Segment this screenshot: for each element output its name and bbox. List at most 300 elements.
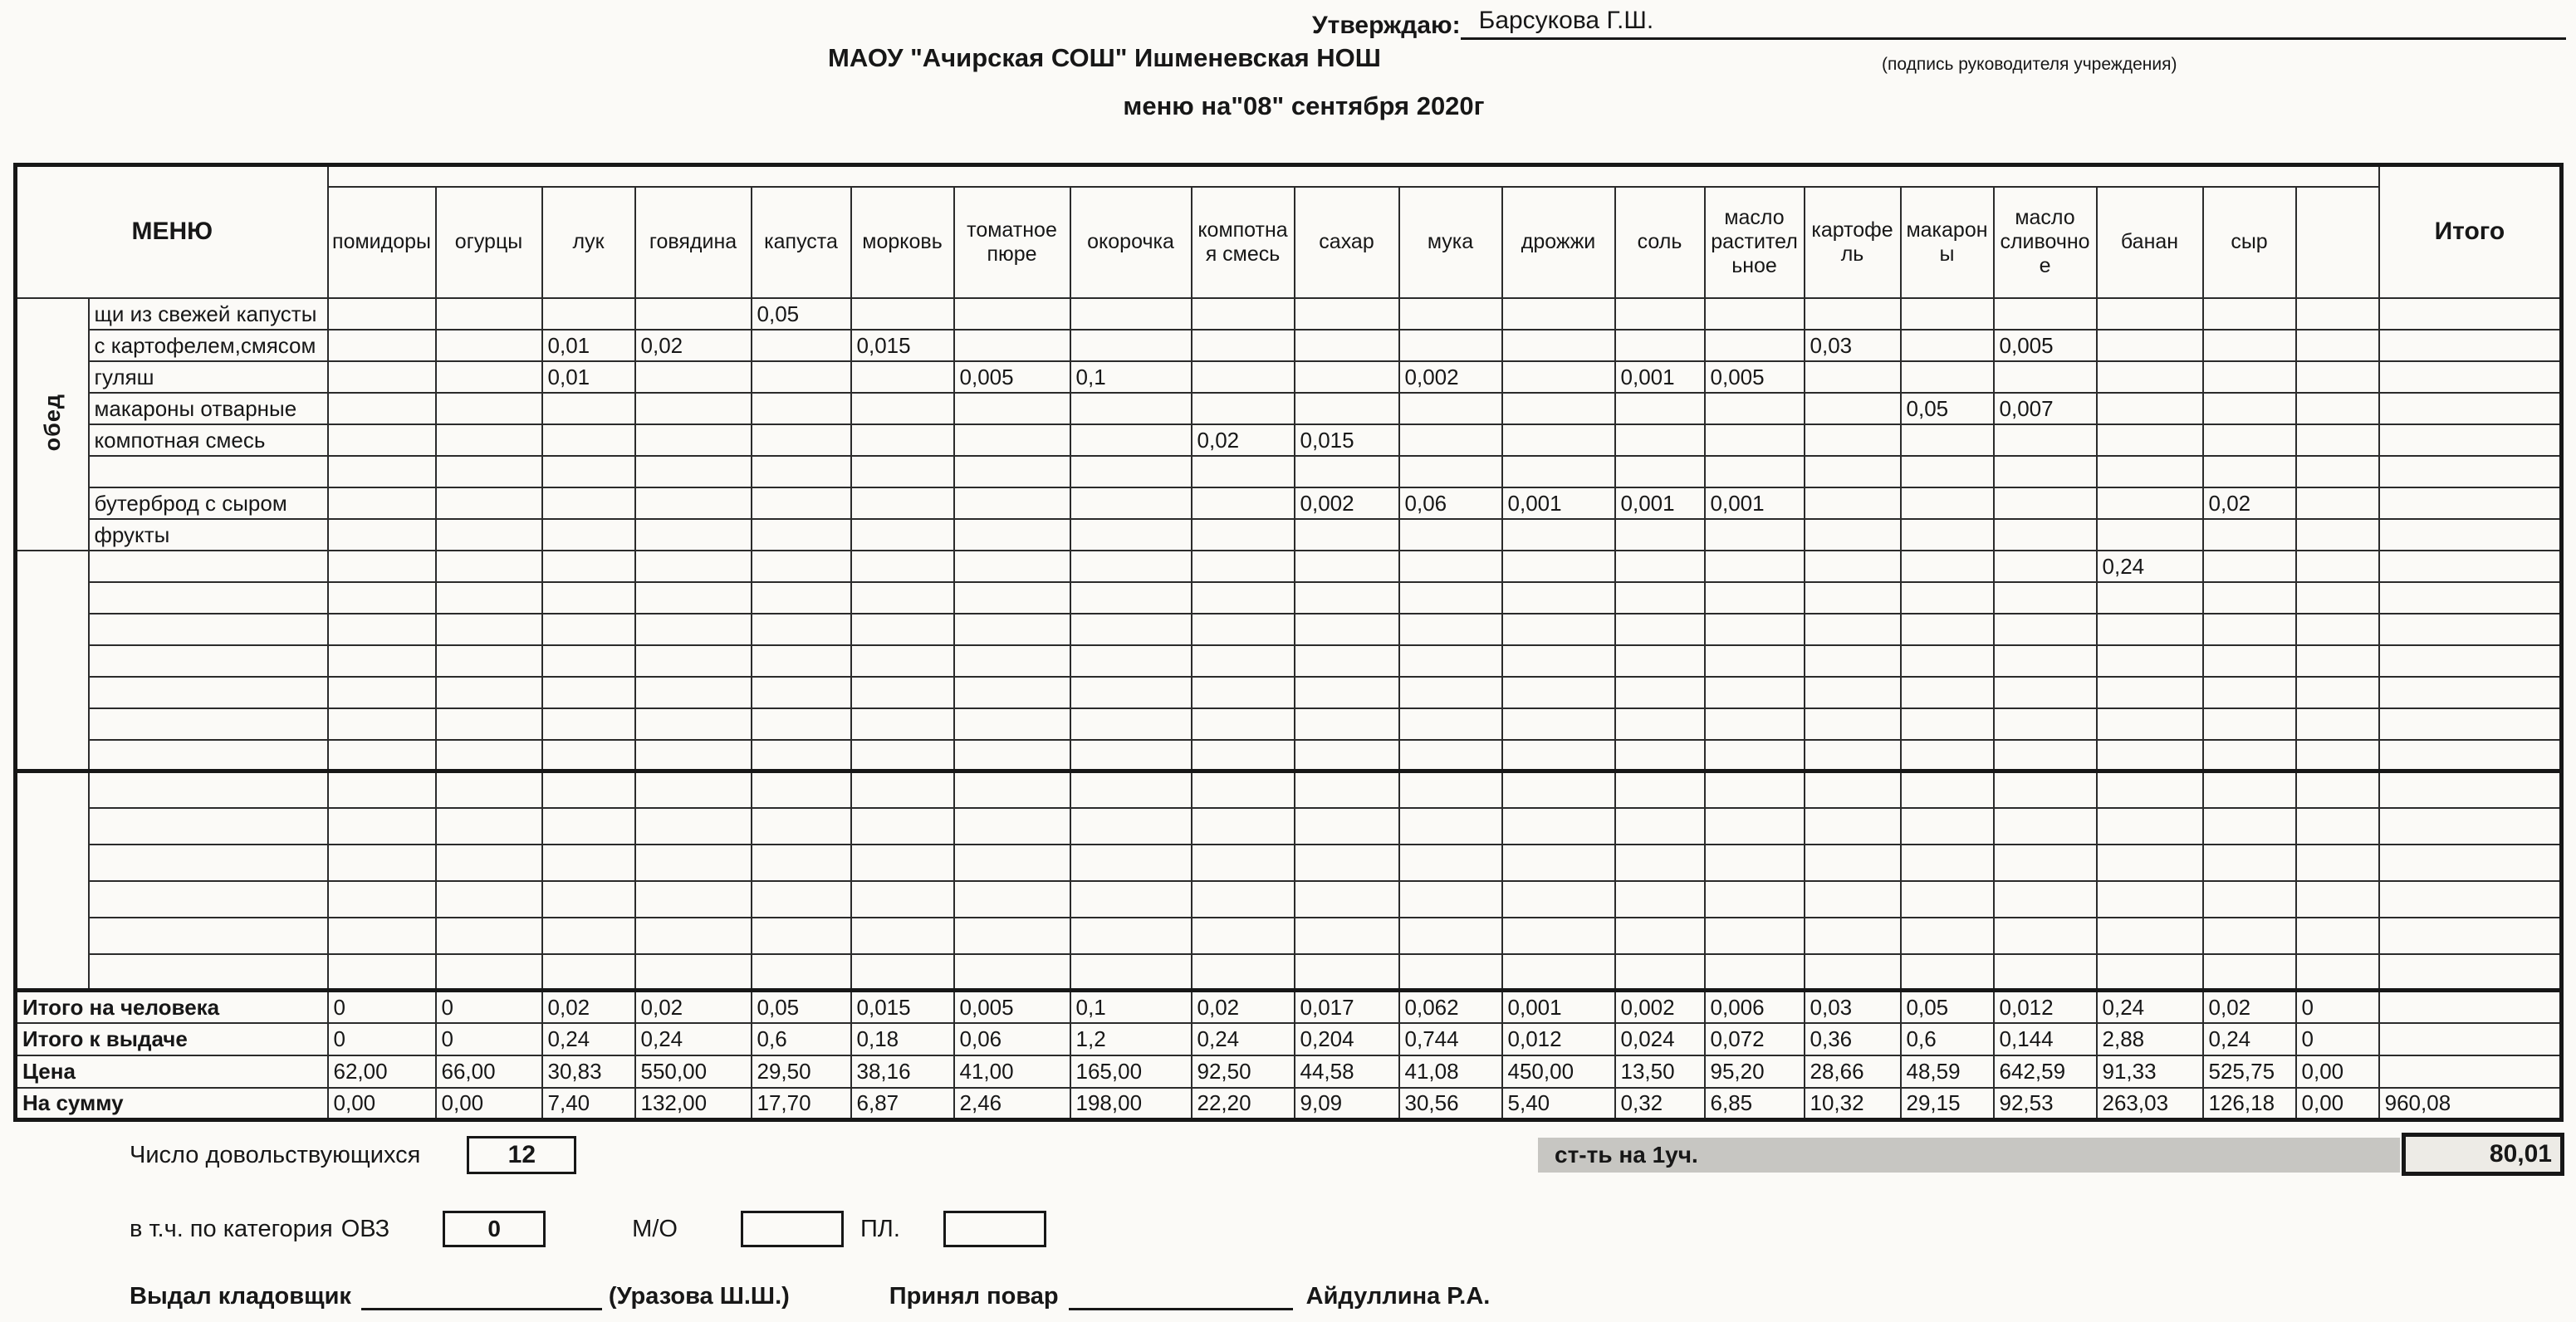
value-cell [752, 677, 851, 708]
value-cell: 0,001 [1615, 487, 1705, 519]
value-cell [1502, 954, 1615, 991]
value-cell [635, 708, 752, 740]
value-cell [1901, 645, 1994, 677]
value-cell [1070, 918, 1192, 954]
value-cell [2203, 393, 2296, 424]
column-header: банан [2097, 187, 2203, 298]
value-cell [1502, 330, 1615, 361]
value-cell [1502, 771, 1615, 808]
menu-row [16, 361, 2562, 393]
row-total-cell [2379, 582, 2562, 614]
value-cell [2296, 677, 2379, 708]
value-cell [1994, 771, 2097, 808]
value-cell [1805, 393, 1901, 424]
value-cell [635, 677, 752, 708]
value-cell [2203, 330, 2296, 361]
meal-cell-empty [16, 551, 89, 771]
value-cell [1192, 582, 1295, 614]
category-label: в т.ч. по категория [130, 1215, 333, 1242]
value-cell [1192, 771, 1295, 808]
value-cell [851, 487, 954, 519]
value-cell [954, 771, 1070, 808]
value-cell [954, 519, 1070, 551]
value-cell [436, 954, 542, 991]
meal-cell [16, 298, 89, 551]
value-cell [954, 330, 1070, 361]
summary-value-cell: 0,00 [436, 1088, 542, 1120]
document-subtitle: меню на"08" сентября 2020г [1123, 91, 1485, 120]
value-cell [436, 551, 542, 582]
menu-row [16, 393, 2562, 424]
value-cell [851, 845, 954, 881]
value-cell [436, 740, 542, 771]
value-cell [1705, 677, 1805, 708]
value-cell [542, 393, 635, 424]
summary-value-cell: 30,83 [542, 1055, 635, 1088]
value-cell: 0,005 [954, 361, 1070, 393]
value-cell [851, 393, 954, 424]
summary-value-cell: 0,36 [1805, 1023, 1901, 1055]
value-cell [1192, 845, 1295, 881]
value-cell [1192, 361, 1295, 393]
summary-value-cell: 2,46 [954, 1088, 1070, 1120]
value-cell [1070, 582, 1192, 614]
value-cell [328, 808, 436, 845]
value-cell [1901, 954, 1994, 991]
value-cell [1399, 645, 1502, 677]
signature-row [130, 1283, 1490, 1310]
value-cell [1399, 954, 1502, 991]
value-cell [2296, 645, 2379, 677]
dish-name [89, 954, 328, 991]
summary-value-cell: 13,50 [1615, 1055, 1705, 1088]
value-cell [1295, 456, 1399, 487]
value-cell [851, 614, 954, 645]
value-cell [1705, 808, 1805, 845]
value-cell [752, 551, 851, 582]
value-cell [436, 808, 542, 845]
value-cell [954, 582, 1070, 614]
summary-value-cell: 0,006 [1705, 991, 1805, 1023]
value-cell [1070, 298, 1192, 330]
row-total-cell [2379, 645, 2562, 677]
summary-value-cell: 642,59 [1994, 1055, 2097, 1088]
value-cell [1502, 881, 1615, 918]
summary-value-cell: 66,00 [436, 1055, 542, 1088]
value-cell [542, 771, 635, 808]
value-cell: 0,05 [752, 298, 851, 330]
value-cell [954, 614, 1070, 645]
menu-row [16, 456, 2562, 487]
value-cell [1502, 808, 1615, 845]
value-cell [542, 551, 635, 582]
value-cell [2296, 361, 2379, 393]
value-cell [1295, 298, 1399, 330]
value-cell [1295, 582, 1399, 614]
value-cell [2296, 582, 2379, 614]
value-cell [1070, 677, 1192, 708]
value-cell [2097, 740, 2203, 771]
summary-value-cell: 0,1 [1070, 991, 1192, 1023]
signature-line [1461, 7, 2566, 40]
summary-total-cell [2379, 991, 2562, 1023]
value-cell [851, 808, 954, 845]
mo-label: М/О [632, 1215, 678, 1242]
summary-value-cell: 550,00 [635, 1055, 752, 1088]
value-cell [1994, 740, 2097, 771]
value-cell [752, 330, 851, 361]
row-total-cell [2379, 330, 2562, 361]
value-cell [436, 614, 542, 645]
value-cell [1192, 614, 1295, 645]
summary-row-label: Цена [16, 1055, 328, 1088]
summary-value-cell: 0,005 [954, 991, 1070, 1023]
summary-value-cell: 7,40 [542, 1088, 635, 1120]
value-cell [1994, 881, 2097, 918]
summary-total-cell: 960,08 [2379, 1088, 2562, 1120]
summary-value-cell: 91,33 [2097, 1055, 2203, 1088]
value-cell [1901, 487, 1994, 519]
dish-name [89, 881, 328, 918]
value-cell [542, 645, 635, 677]
value-cell [851, 424, 954, 456]
value-cell [1502, 708, 1615, 740]
signature-note: (подпись руководителя учреждения) [1882, 55, 2177, 74]
value-cell [2097, 845, 2203, 881]
menu-row [16, 519, 2562, 551]
column-header: морковь [851, 187, 954, 298]
value-cell [851, 740, 954, 771]
value-cell [328, 551, 436, 582]
value-cell [542, 954, 635, 991]
value-cell [2296, 298, 2379, 330]
value-cell [635, 614, 752, 645]
value-cell [954, 393, 1070, 424]
value-cell [635, 424, 752, 456]
row-total-cell [2379, 393, 2562, 424]
value-cell [1399, 330, 1502, 361]
value-cell [1805, 708, 1901, 740]
menu-row [16, 330, 2562, 361]
value-cell [1615, 645, 1705, 677]
value-cell [2203, 424, 2296, 456]
value-cell [436, 424, 542, 456]
value-cell [1705, 551, 1805, 582]
value-cell [1705, 582, 1805, 614]
value-cell [436, 519, 542, 551]
summary-value-cell: 29,50 [752, 1055, 851, 1088]
value-cell [542, 456, 635, 487]
summary-row [16, 1055, 2562, 1088]
approve-label: Утверждаю: [1312, 12, 1461, 39]
dish-name: фрукты [89, 519, 328, 551]
ovz-value-box: 0 [443, 1211, 546, 1247]
value-cell [1705, 330, 1805, 361]
value-cell [635, 582, 752, 614]
summary-value-cell: 0,001 [1502, 991, 1615, 1023]
value-cell [1295, 645, 1399, 677]
value-cell [2097, 393, 2203, 424]
value-cell [1705, 393, 1805, 424]
summary-value-cell: 0,00 [2296, 1055, 2379, 1088]
value-cell [2296, 456, 2379, 487]
value-cell [1399, 808, 1502, 845]
value-cell [328, 954, 436, 991]
summary-value-cell: 0,6 [752, 1023, 851, 1055]
category-row [130, 1211, 1046, 1247]
value-cell [1994, 808, 2097, 845]
column-header: соль [1615, 187, 1705, 298]
value-cell [1615, 393, 1705, 424]
summary-total-cell [2379, 1055, 2562, 1088]
summary-value-cell: 198,00 [1070, 1088, 1192, 1120]
value-cell [1901, 519, 1994, 551]
value-cell [1994, 845, 2097, 881]
value-cell: 0,007 [1994, 393, 2097, 424]
value-cell [752, 881, 851, 918]
value-cell [851, 361, 954, 393]
value-cell [635, 298, 752, 330]
menu-row [16, 298, 2562, 330]
cost-value-box: 80,01 [2402, 1133, 2564, 1176]
value-cell [328, 330, 436, 361]
value-cell [2097, 881, 2203, 918]
value-cell [954, 298, 1070, 330]
value-cell [635, 845, 752, 881]
menu-row [16, 708, 2562, 740]
value-cell [752, 771, 851, 808]
value-cell [328, 740, 436, 771]
summary-value-cell: 0,18 [851, 1023, 954, 1055]
menu-row [16, 645, 2562, 677]
summary-value-cell: 0,05 [1901, 991, 1994, 1023]
row-total-cell [2379, 954, 2562, 991]
value-cell [1399, 424, 1502, 456]
value-cell [635, 519, 752, 551]
value-cell [954, 424, 1070, 456]
empty-row [16, 771, 2562, 808]
menu-row [16, 424, 2562, 456]
summary-value-cell: 41,00 [954, 1055, 1070, 1088]
value-cell [328, 456, 436, 487]
value-cell [1399, 551, 1502, 582]
value-cell [436, 771, 542, 808]
value-cell [1192, 519, 1295, 551]
summary-value-cell: 0,062 [1399, 991, 1502, 1023]
value-cell [328, 771, 436, 808]
value-cell [1070, 551, 1192, 582]
value-cell [1705, 298, 1805, 330]
value-cell [1615, 954, 1705, 991]
value-cell [1070, 330, 1192, 361]
value-cell [1805, 740, 1901, 771]
value-cell [954, 645, 1070, 677]
value-cell [1994, 708, 2097, 740]
row-total-cell [2379, 456, 2562, 487]
value-cell [1994, 582, 2097, 614]
value-cell: 0,24 [2097, 551, 2203, 582]
summary-value-cell: 6,87 [851, 1088, 954, 1120]
value-cell [542, 487, 635, 519]
value-cell [1399, 918, 1502, 954]
value-cell: 0,005 [1994, 330, 2097, 361]
value-cell [1070, 708, 1192, 740]
value-cell [752, 740, 851, 771]
value-cell: 0,002 [1295, 487, 1399, 519]
value-cell [752, 845, 851, 881]
value-cell [1399, 614, 1502, 645]
value-cell [1399, 881, 1502, 918]
value-cell [851, 677, 954, 708]
value-cell [1070, 456, 1192, 487]
menu-row [16, 740, 2562, 771]
value-cell [1615, 918, 1705, 954]
summary-value-cell: 0,017 [1295, 991, 1399, 1023]
value-cell [542, 614, 635, 645]
value-cell [1070, 614, 1192, 645]
row-total-cell [2379, 519, 2562, 551]
value-cell [2296, 771, 2379, 808]
value-cell [2203, 740, 2296, 771]
summary-value-cell: 0,24 [635, 1023, 752, 1055]
summary-value-cell: 17,70 [752, 1088, 851, 1120]
value-cell [752, 519, 851, 551]
cook-name: Айдуллина Р.А. [1305, 1283, 1491, 1310]
column-header: томатное пюре [954, 187, 1070, 298]
total-header: Итого [2379, 165, 2562, 298]
value-cell: 0,001 [1705, 487, 1805, 519]
value-cell [328, 582, 436, 614]
value-cell [2296, 551, 2379, 582]
pl-value-box [943, 1211, 1046, 1247]
value-cell [1070, 954, 1192, 991]
value-cell [328, 424, 436, 456]
value-cell [542, 582, 635, 614]
summary-value-cell: 0,072 [1705, 1023, 1805, 1055]
value-cell [635, 954, 752, 991]
value-cell [1070, 808, 1192, 845]
value-cell [436, 330, 542, 361]
value-cell [1901, 614, 1994, 645]
summary-value-cell: 30,56 [1399, 1088, 1502, 1120]
summary-value-cell: 0 [328, 1023, 436, 1055]
value-cell [1070, 881, 1192, 918]
value-cell: 0,015 [851, 330, 954, 361]
summary-total-cell [2379, 1023, 2562, 1055]
value-cell [1192, 708, 1295, 740]
summary-value-cell: 0,00 [328, 1088, 436, 1120]
value-cell [1901, 845, 1994, 881]
value-cell [1295, 361, 1399, 393]
value-cell [328, 881, 436, 918]
count-label: Число довольствующихся [130, 1141, 421, 1168]
value-cell [1399, 677, 1502, 708]
summary-value-cell: 0,03 [1805, 991, 1901, 1023]
summary-value-cell: 0 [328, 991, 436, 1023]
value-cell [2203, 551, 2296, 582]
row-total-cell [2379, 424, 2562, 456]
value-cell [1399, 771, 1502, 808]
value-cell [2097, 487, 2203, 519]
value-cell [954, 487, 1070, 519]
value-cell [2296, 918, 2379, 954]
summary-value-cell: 0,012 [1502, 1023, 1615, 1055]
value-cell [1805, 881, 1901, 918]
value-cell: 0,06 [1399, 487, 1502, 519]
value-cell [1615, 771, 1705, 808]
value-cell [1399, 845, 1502, 881]
dish-name [89, 551, 328, 582]
value-cell [1705, 954, 1805, 991]
value-cell [2203, 845, 2296, 881]
value-cell [2097, 677, 2203, 708]
value-cell [1805, 614, 1901, 645]
value-cell [1615, 551, 1705, 582]
value-cell [1994, 918, 2097, 954]
value-cell [328, 845, 436, 881]
dish-name [89, 808, 328, 845]
value-cell [2097, 771, 2203, 808]
value-cell [2203, 954, 2296, 991]
summary-value-cell: 62,00 [328, 1055, 436, 1088]
summary-value-cell: 0,02 [1192, 991, 1295, 1023]
summary-value-cell: 0,002 [1615, 991, 1705, 1023]
value-cell [1705, 424, 1805, 456]
value-cell [1901, 361, 1994, 393]
dish-name [89, 708, 328, 740]
value-cell [954, 551, 1070, 582]
value-cell [1705, 645, 1805, 677]
table-header-row [16, 165, 2562, 187]
menu-row [16, 551, 2562, 582]
value-cell [2203, 298, 2296, 330]
summary-value-cell: 165,00 [1070, 1055, 1192, 1088]
value-cell [1805, 361, 1901, 393]
value-cell [2296, 954, 2379, 991]
summary-value-cell: 28,66 [1805, 1055, 1901, 1088]
value-cell [1399, 393, 1502, 424]
value-cell [635, 881, 752, 918]
header-spacer [328, 165, 2379, 187]
summary-value-cell: 41,08 [1399, 1055, 1502, 1088]
value-cell [1705, 881, 1805, 918]
summary-value-cell: 263,03 [2097, 1088, 2203, 1120]
value-cell [752, 487, 851, 519]
value-cell [2296, 519, 2379, 551]
value-cell [542, 881, 635, 918]
value-cell [851, 456, 954, 487]
value-cell [2203, 614, 2296, 645]
summary-value-cell: 0,02 [635, 991, 752, 1023]
value-cell [752, 918, 851, 954]
value-cell [1805, 456, 1901, 487]
value-cell [851, 708, 954, 740]
value-cell [1901, 677, 1994, 708]
summary-value-cell: 0,144 [1994, 1023, 2097, 1055]
value-cell [1901, 424, 1994, 456]
row-total-cell [2379, 361, 2562, 393]
summary-value-cell: 0,024 [1615, 1023, 1705, 1055]
value-cell [1502, 361, 1615, 393]
value-cell [1399, 298, 1502, 330]
value-cell [1502, 845, 1615, 881]
value-cell [1070, 487, 1192, 519]
value-cell [1805, 298, 1901, 330]
empty-row [16, 881, 2562, 918]
dish-name: с картофелем,смясом [89, 330, 328, 361]
value-cell [2296, 487, 2379, 519]
value-cell: 0,02 [1192, 424, 1295, 456]
